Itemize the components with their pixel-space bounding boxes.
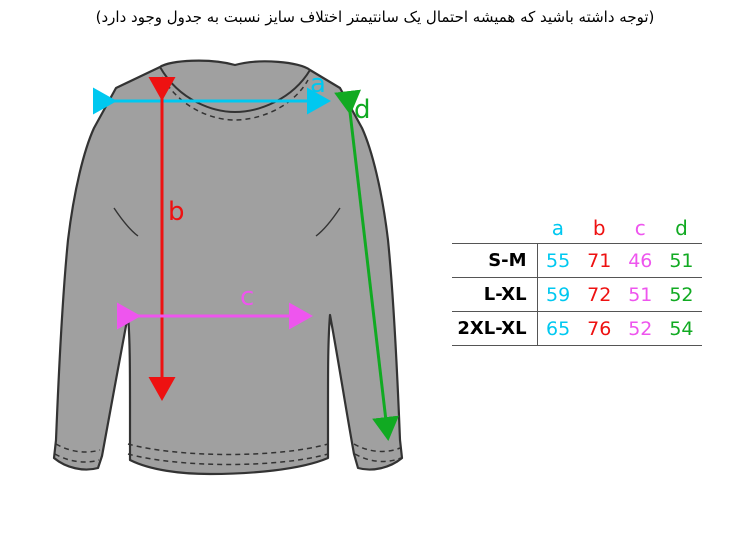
size-label: 2XL-XL [452,312,537,346]
size-chart-table [452,213,702,346]
label-b: b [168,197,185,227]
cell-b: 72 [579,278,620,312]
table-header-row [452,213,702,244]
size-label: S-M [452,244,537,278]
cell-d: 51 [661,244,702,278]
size-label: L-XL [452,278,537,312]
garment-diagram [10,40,440,530]
column-header-a: a [551,216,564,240]
cell-b: 76 [579,312,620,346]
cell-c: 52 [620,312,661,346]
cell-a: 65 [537,312,579,346]
column-header-c: c [634,216,646,240]
table-row [452,312,702,346]
size-disclaimer-note: (توجه داشته باشید که همیشه احتمال یک سانتیمتر اختلاف سایز نسبت به جدول وجود دارد) [95,8,655,26]
label-d: d [354,95,371,125]
cell-a: 59 [537,278,579,312]
column-header-d: d [675,216,688,240]
cell-d: 54 [661,312,702,346]
cell-b: 71 [579,244,620,278]
cell-c: 46 [620,244,661,278]
label-a: a [310,69,326,99]
label-c: c [240,282,255,312]
table-row [452,244,702,278]
table-row [452,278,702,312]
cell-d: 52 [661,278,702,312]
cell-a: 55 [537,244,579,278]
column-header-b: b [592,216,606,240]
table-corner-cell [452,213,537,244]
cell-c: 51 [620,278,661,312]
